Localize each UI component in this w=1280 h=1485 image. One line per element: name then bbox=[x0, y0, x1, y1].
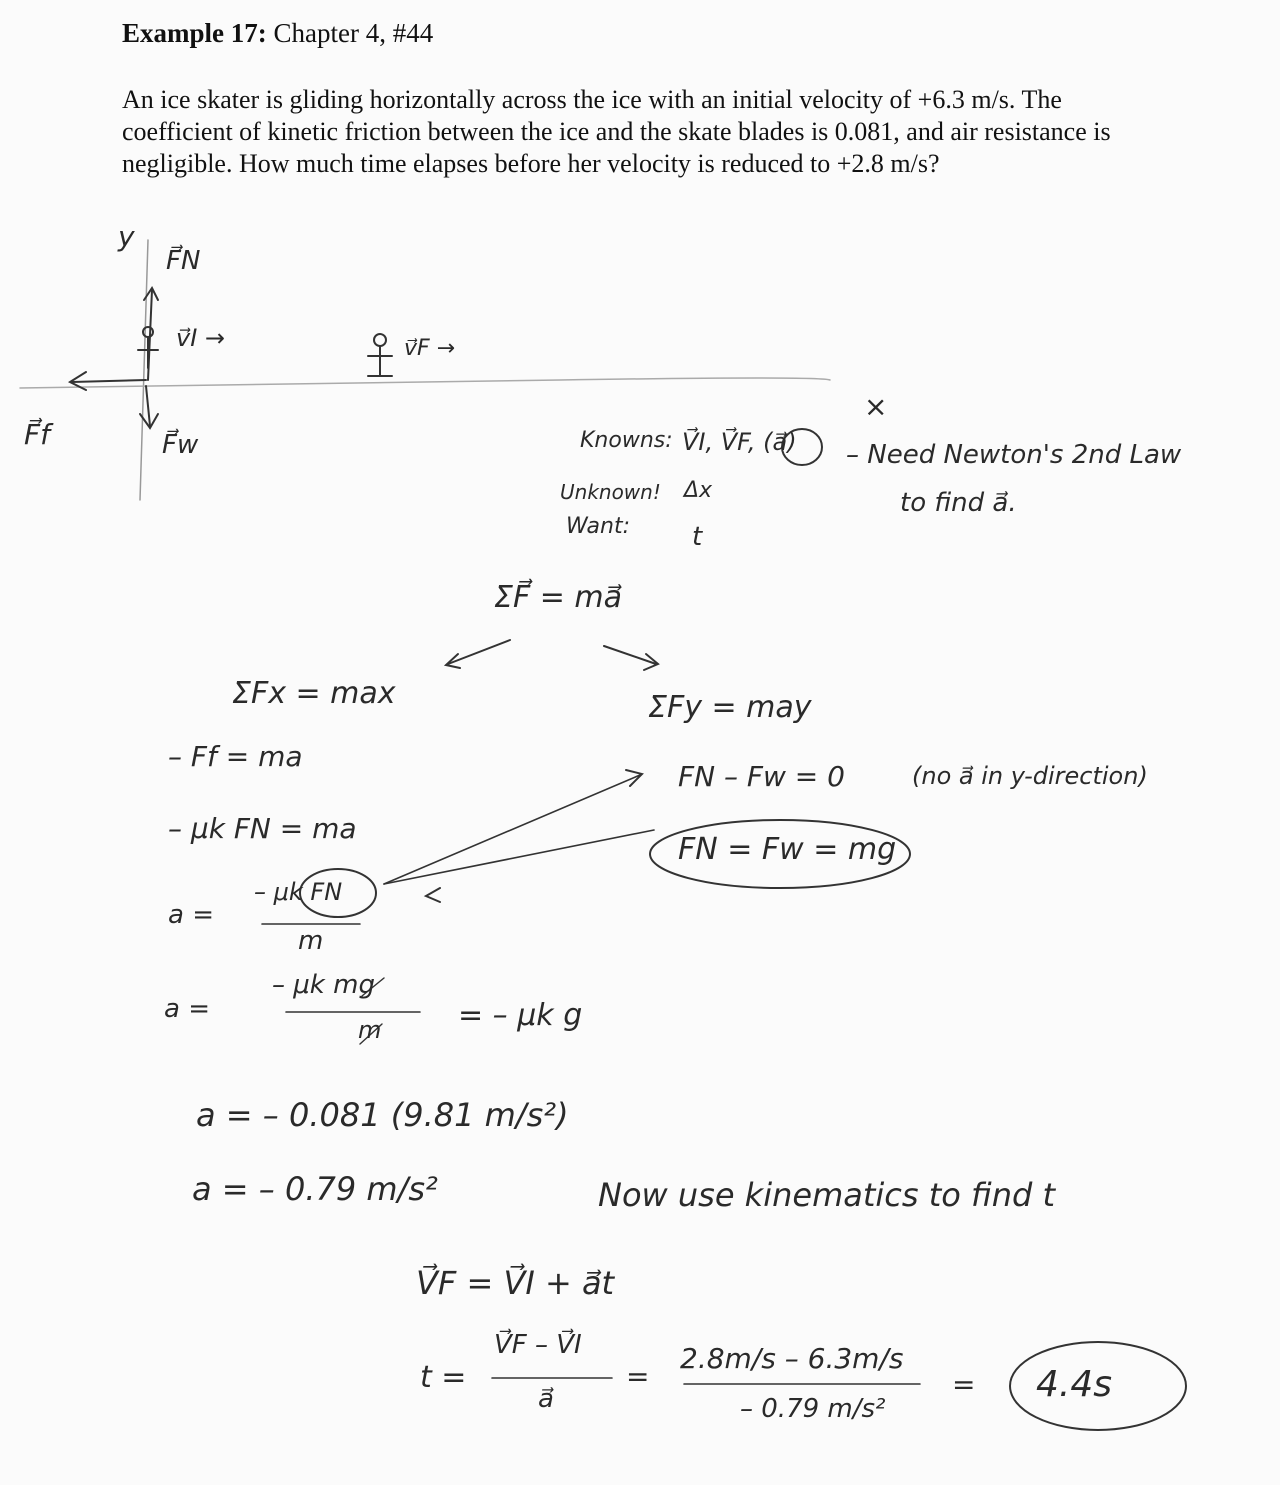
normal-force-label: F⃗N bbox=[166, 246, 201, 276]
a-lhs-1: a = bbox=[168, 900, 214, 930]
final-answer: 4.4s bbox=[1036, 1364, 1113, 1405]
weight-arrow bbox=[146, 386, 150, 426]
a-result-symbolic: = – μk g bbox=[458, 998, 583, 1033]
a-numeric-2: a = – 0.79 m/s² bbox=[192, 1170, 438, 1208]
want-value: t bbox=[692, 522, 703, 552]
kinematics-note: Now use kinematics to find t bbox=[598, 1176, 1055, 1214]
x-equation-2: – μk FN = ma bbox=[168, 812, 357, 845]
a-denominator-1: m bbox=[298, 926, 324, 956]
knowns-label: Knowns: bbox=[580, 428, 673, 453]
y-equation-2: FN = Fw = mg bbox=[678, 832, 897, 867]
t-denominator-numeric: – 0.79 m/s² bbox=[740, 1394, 886, 1424]
a-numerator-2: – μk mg bbox=[272, 970, 375, 1000]
t-numerator-numeric: 2.8m/s – 6.3m/s bbox=[680, 1342, 904, 1375]
a-denominator-2: m bbox=[358, 1016, 382, 1044]
friction-force-label: F⃗f bbox=[24, 418, 50, 451]
a-numerator-1: – μk FN bbox=[254, 878, 343, 906]
substitution-back-arrowhead bbox=[426, 888, 440, 902]
substitution-link-line bbox=[384, 830, 654, 884]
y-axis-label: y bbox=[118, 220, 135, 253]
unknown-value: Δx bbox=[684, 478, 713, 503]
y-equation-1: FN – Fw = 0 bbox=[678, 760, 845, 793]
sum-fy-equation: ΣFy = may bbox=[648, 690, 812, 725]
y-direction-note: (no a⃗ in y-direction) bbox=[912, 762, 1148, 790]
y-axis-line bbox=[140, 240, 148, 500]
skater-head-final bbox=[374, 334, 386, 346]
final-velocity-label: v⃗F → bbox=[404, 336, 456, 361]
want-label: Want: bbox=[566, 514, 631, 539]
initial-velocity-label: v⃗I → bbox=[176, 324, 226, 352]
kinematics-equation: V⃗F = V⃗I + a⃗t bbox=[416, 1264, 615, 1302]
knowns-values: V⃗I, V⃗F, (a⃗) bbox=[682, 428, 797, 456]
a-numeric-1: a = – 0.081 (9.81 m/s²) bbox=[196, 1096, 569, 1134]
x-equation-1: – Ff = ma bbox=[168, 740, 303, 773]
sum-fx-equation: ΣFx = max bbox=[232, 676, 396, 711]
newton-note-line2: to find a⃗. bbox=[900, 488, 1017, 518]
newton-note-line1: – Need Newton's 2nd Law bbox=[846, 440, 1182, 470]
example-label: Example 17: bbox=[122, 18, 267, 48]
t-denominator-symbolic: a⃗ bbox=[538, 1384, 554, 1414]
weight-force-label: F⃗w bbox=[162, 430, 199, 460]
friction-arrow bbox=[72, 380, 146, 382]
unknown-label: Unknown! bbox=[560, 480, 661, 504]
newton-second-law: ΣF⃗ = ma⃗ bbox=[494, 580, 623, 615]
t-lhs: t = bbox=[420, 1360, 467, 1395]
t-equals-2: = bbox=[626, 1360, 650, 1393]
a-lhs-2: a = bbox=[164, 994, 210, 1024]
substitution-link-line-2 bbox=[384, 775, 640, 884]
x-axis-mark: × bbox=[864, 390, 888, 423]
problem-statement: An ice skater is gliding horizontally across the ice with an initial velocity of +6.3 m/s. The coefficient of kinetic friction between the ice and the skate blades is 0.081, and air resistance is negligible. How much time elapses before her velocity is reduced to +2.8 m/s? bbox=[122, 85, 1111, 178]
t-numerator-symbolic: V⃗F – V⃗I bbox=[494, 1330, 582, 1360]
t-equals-3: = bbox=[952, 1368, 976, 1401]
chapter-reference: Chapter 4, #44 bbox=[273, 18, 434, 48]
branch-arrow-left bbox=[448, 640, 510, 664]
